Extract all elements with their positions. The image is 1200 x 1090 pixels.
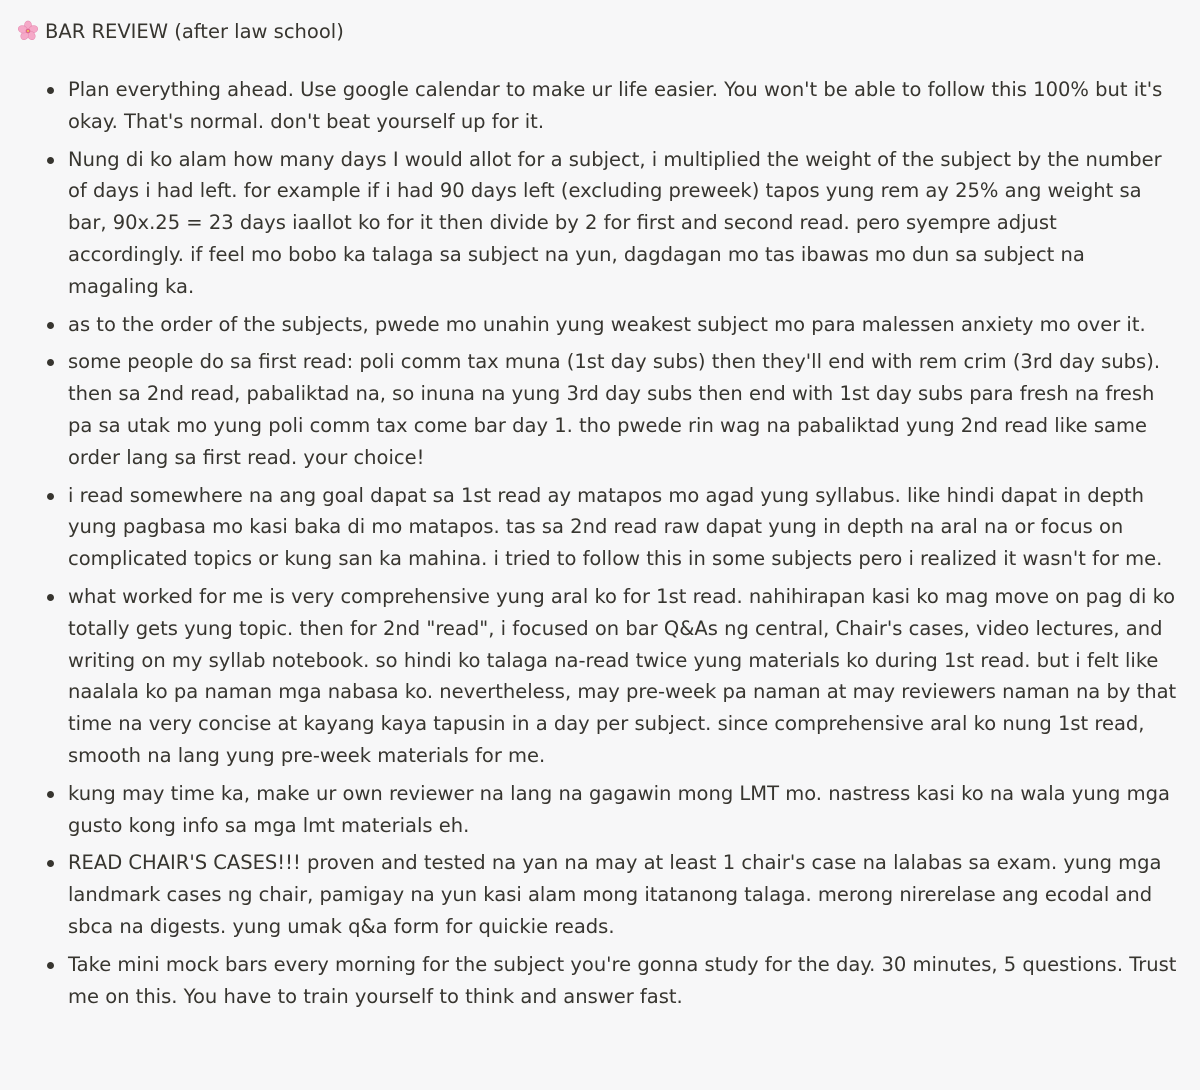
bullet-dot [47, 860, 54, 867]
bullet-dot [47, 322, 54, 329]
bullet-dot [47, 594, 54, 601]
bullet-dot [47, 791, 54, 798]
bullet-text: what worked for me is very comprehensive yung aral ko for 1st read. nahihirapan kasi ko mag move on pag di ko totally gets yung topic. then for 2nd "read", i focused on bar Q&As ng central, Chair's cases, video lectures, and writing on my syllab notebook. so hindi ko talaga na-read twice yung materials ko during 1st read. but i felt like naalala ko pa naman mga nabasa ko. nevertheless, may pre-week pa naman at may reviewers naman na by that time na very concise at kayang kaya tapusin in a day per subject. since comprehensive aral ko nung 1st read, smooth na lang yung pre-week materials for me. [68, 584, 1177, 767]
bullet-item [0, 480, 1200, 575]
bullet-item [0, 309, 1200, 341]
bullet-text: some people do sa first read: poli comm tax muna (1st day subs) then they'll end with rem crim (3rd day subs). then sa 2nd read, pabaliktad na, so inuna na yung 3rd day subs then end with 1st day subs para fresh na fresh pa sa utak mo yung poli comm tax come bar day 1. tho pwede rin wag na pabaliktad yung 2nd read like same order lang sa first read. your choice! [68, 350, 1161, 469]
bullet-item [0, 778, 1200, 842]
heading-text: BAR REVIEW (after law school) [45, 20, 344, 43]
bullet-item [0, 74, 1200, 138]
section-heading [17, 18, 344, 46]
bullet-text: kung may time ka, make ur own reviewer na lang na gagawin mong LMT mo. nastress kasi ko na wala yung mga gusto kong info sa mga lmt materials eh. [68, 781, 1170, 837]
bullet-dot [47, 493, 54, 500]
bullet-item [0, 144, 1200, 303]
bullet-dot [47, 157, 54, 164]
bullet-dot [47, 359, 54, 366]
bullet-text: Nung di ko alam how many days I would allot for a subject, i multiplied the weight of the subject by the number of days i had left. for example if i had 90 days left (excluding preweek) tapos yung rem ay 25% ang weight sa bar, 90x.25 = 23 days iaallot ko for it then divide by 2 for first and second read. pero syempre adjust accordingly. if feel mo bobo ka talaga sa subject na yun, dagdagan mo tas ibawas mo dun sa subject na magaling ka. [68, 147, 1162, 298]
bullet-item [0, 346, 1200, 473]
bullet-text: READ CHAIR'S CASES!!! proven and tested na yan na may at least 1 chair's case na lalabas sa exam. yung mga landmark cases ng chair, pamigay na yun kasi alam mong itatanong talaga. merong nirerelase ang ecodal and sbca na digests. yung umak q&a form for quickie reads. [68, 851, 1162, 938]
bullet-item [0, 847, 1200, 942]
cherry-blossom-icon [17, 20, 39, 42]
bullet-text: Take mini mock bars every morning for the subject you're gonna study for the day. 30 minutes, 5 questions. Trust me on this. You have to train yourself to think and answer fast. [68, 952, 1177, 1008]
bullet-item [0, 949, 1200, 1013]
bullet-text: as to the order of the subjects, pwede mo unahin yung weakest subject mo para malessen anxiety mo over it. [68, 312, 1146, 336]
bullet-dot [47, 962, 54, 969]
bullet-text: Plan everything ahead. Use google calendar to make ur life easier. You won't be able to follow this 100% but it's okay. That's normal. don't beat yourself up for it. [68, 78, 1163, 133]
bullet-dot [47, 87, 54, 94]
bullet-text: i read somewhere na ang goal dapat sa 1st read ay matapos mo agad yung syllabus. like hindi dapat in depth yung pagbasa mo kasi baka di mo matapos. tas sa 2nd read raw dapat yung in depth na aral na or focus on complicated topics or kung san ka mahina. i tried to follow this in some subjects pero i realized it wasn't for me. [68, 483, 1163, 571]
bullet-list [0, 74, 1200, 1018]
bullet-item [0, 581, 1200, 772]
